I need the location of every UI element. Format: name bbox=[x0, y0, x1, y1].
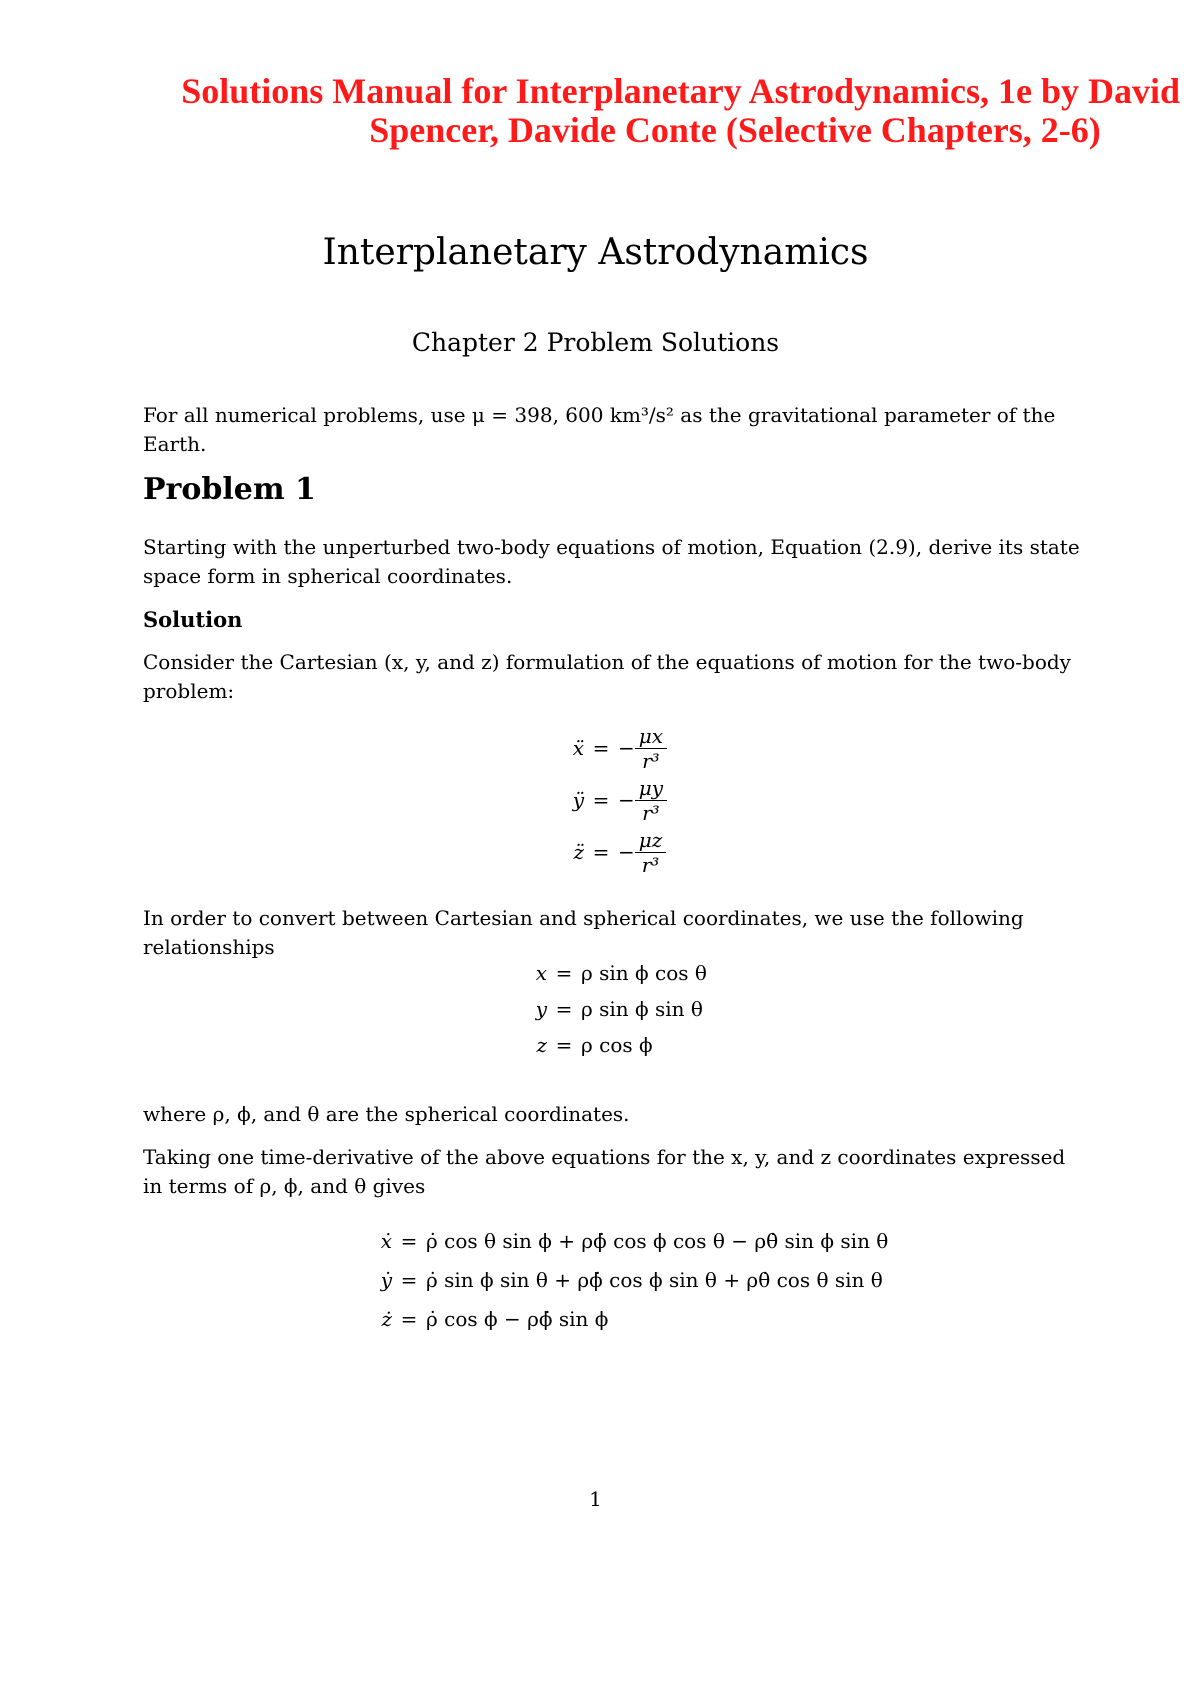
derivative-equations bbox=[370, 1221, 888, 1338]
solution-paragraph-3: where ρ, ϕ, and θ are the spherical coordinates. bbox=[143, 1102, 630, 1126]
eom-row: z̈ = − $\frac{\mu z}{\text{r³}}$ bbox=[560, 826, 667, 878]
eom-lhs: ÿ bbox=[572, 788, 584, 812]
spherical-row: x = ρ sin ϕ cos θ bbox=[535, 961, 707, 985]
eom-fraction: $\frac{\mu y}{\text{r³}}$ bbox=[635, 776, 667, 825]
banner-line-1: Solutions Manual for Interplanetary Astrodynamics, 1e by David bbox=[181, 71, 1180, 111]
eom-fraction: $\frac{\mu x}{\text{r³}}$ bbox=[635, 724, 667, 773]
spherical-row: y = ρ sin ϕ sin θ bbox=[535, 997, 703, 1021]
eom-row: ẍ = − $\frac{\mu x}{\text{r³}}$ bbox=[560, 722, 667, 774]
banner-line-2: Spencer, Davide Conte (Selective Chapters, 2-6) bbox=[369, 110, 1101, 150]
problem-heading: Problem 1 bbox=[143, 472, 316, 507]
eom-lhs: ẍ bbox=[572, 736, 584, 760]
derivative-row: ẏ = ρ̇ sin ϕ sin θ + ρϕ̇ cos ϕ sin θ + ρθ̇ cos θ sin θ bbox=[380, 1267, 883, 1292]
chapter-subtitle: Chapter 2 Problem Solutions bbox=[411, 328, 780, 357]
eom-fraction: $\frac{\mu z}{\text{r³}}$ bbox=[635, 828, 667, 877]
solution-paragraph-1: Consider the Cartesian (x, y, and z) formulation of the equations of motion for the two-body problem: bbox=[143, 650, 1071, 703]
solution-paragraph-4: Taking one time-derivative of the above equations for the x, y, and z coordinates expressed in terms of ρ, ϕ, and θ gives bbox=[143, 1145, 1066, 1198]
intro-paragraph: For all numerical problems, use μ = 398, 600 km³/s² as the gravitational parameter of the Earth. bbox=[143, 403, 1056, 456]
spherical-row: z = ρ cos ϕ bbox=[536, 1033, 653, 1057]
eom-lhs: z̈ bbox=[573, 840, 584, 864]
solution-paragraph-2: In order to convert between Cartesian and spherical coordinates, we use the following relationships bbox=[143, 906, 1024, 959]
problem-statement: Starting with the unperturbed two-body equations of motion, Equation (2.9), derive its state space form in spherical coordinates. bbox=[143, 535, 1080, 588]
spherical-relations bbox=[525, 955, 707, 1063]
equations-of-motion bbox=[560, 722, 667, 878]
solution-label: Solution bbox=[143, 607, 243, 632]
watermark-banner bbox=[170, 72, 1180, 150]
derivative-row: ż = ρ̇ cos ϕ − ρϕ̇ sin ϕ bbox=[381, 1306, 609, 1331]
page-number: 1 bbox=[589, 1487, 602, 1511]
eom-row: ÿ = − $\frac{\mu y}{\text{r³}}$ bbox=[560, 774, 667, 826]
derivative-row: ẋ = ρ̇ cos θ sin ϕ + ρϕ̇ cos ϕ cos θ − ρθ̇ sin ϕ sin θ bbox=[380, 1228, 889, 1253]
document-title: Interplanetary Astrodynamics bbox=[322, 232, 869, 273]
